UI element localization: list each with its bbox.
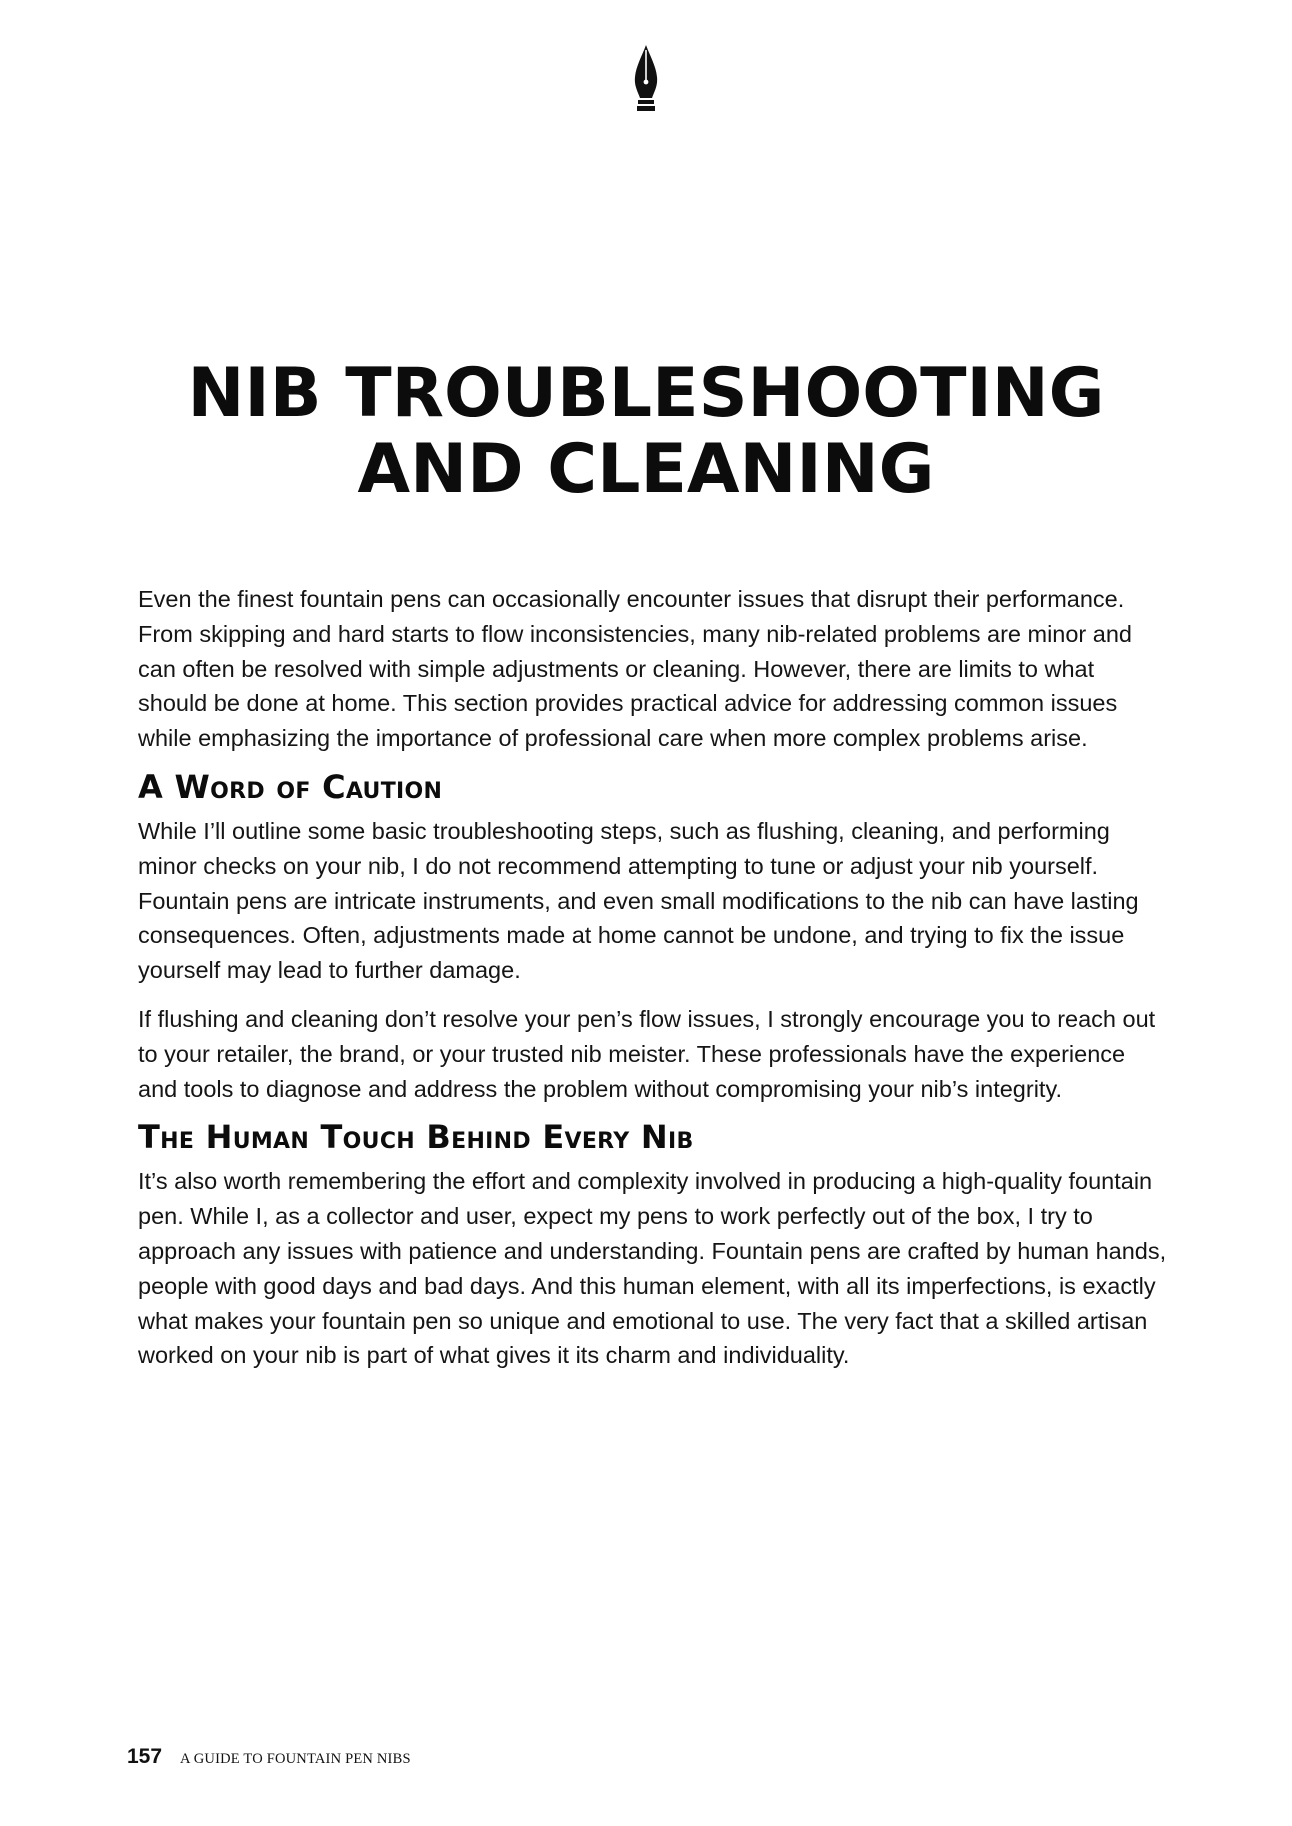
page-number: 157	[127, 1745, 163, 1768]
fountain-pen-nib-icon	[632, 44, 660, 112]
page-title-line-1: NIB TROUBLESHOOTING	[187, 354, 1105, 433]
caution-paragraph-2: If flushing and cleaning don’t resolve your pen’s flow issues, I strongly encourage you to reach out to your retailer, the brand, or your trusted nib meister. These professionals have the experience and tools to diagnose and address the problem without compromising your nib’s integrity.	[138, 1005, 1156, 1102]
page-title	[0, 356, 1292, 508]
running-title: A GUIDE TO FOUNTAIN PEN NIBS	[180, 1751, 411, 1767]
human-touch-paragraph: It’s also worth remembering the effort and complexity involved in producing a high-quality fountain pen. While I, as a collector and user, expect my pens to work perfectly out of the box, I try to approach any issues with patience and understanding. Fountain pens are crafted by human hands, people with good days and bad days. And this human element, with all its imperfections, is exactly what makes your fountain pen so unique and emotional to use. The very fact that a skilled artisan worked on your nib is part of what gives it its charm and individuality.	[138, 1168, 1167, 1369]
intro-paragraph: Even the finest fountain pens can occasionally encounter issues that disrupt their performance. From skipping and hard starts to flow inconsistencies, many nib-related problems are minor and can often be resolved with simple adjustments or cleaning. However, there are limits to what should be done at home. This section provides practical advice for addressing common issues while emphasizing the importance of professional care when more complex problems arise.	[138, 586, 1132, 752]
section-heading-word-of-caution: A Word of Caution	[138, 767, 443, 806]
page-footer	[127, 1745, 411, 1769]
page-title-line-2: AND CLEANING	[357, 430, 935, 509]
page-content	[138, 582, 1168, 1373]
section-heading-human-touch: The Human Touch Behind Every Nib	[138, 1118, 694, 1157]
caution-paragraph-1: While I’ll outline some basic troubleshooting steps, such as flushing, cleaning, and performing minor checks on your nib, I do not recommend attempting to tune or adjust your nib yourself. Fountain pens are intricate instruments, and even small modifications to the nib can have lasting consequences. Often, adjustments made at home cannot be undone, and trying to fix the issue yourself may lead to further damage.	[138, 817, 1139, 984]
